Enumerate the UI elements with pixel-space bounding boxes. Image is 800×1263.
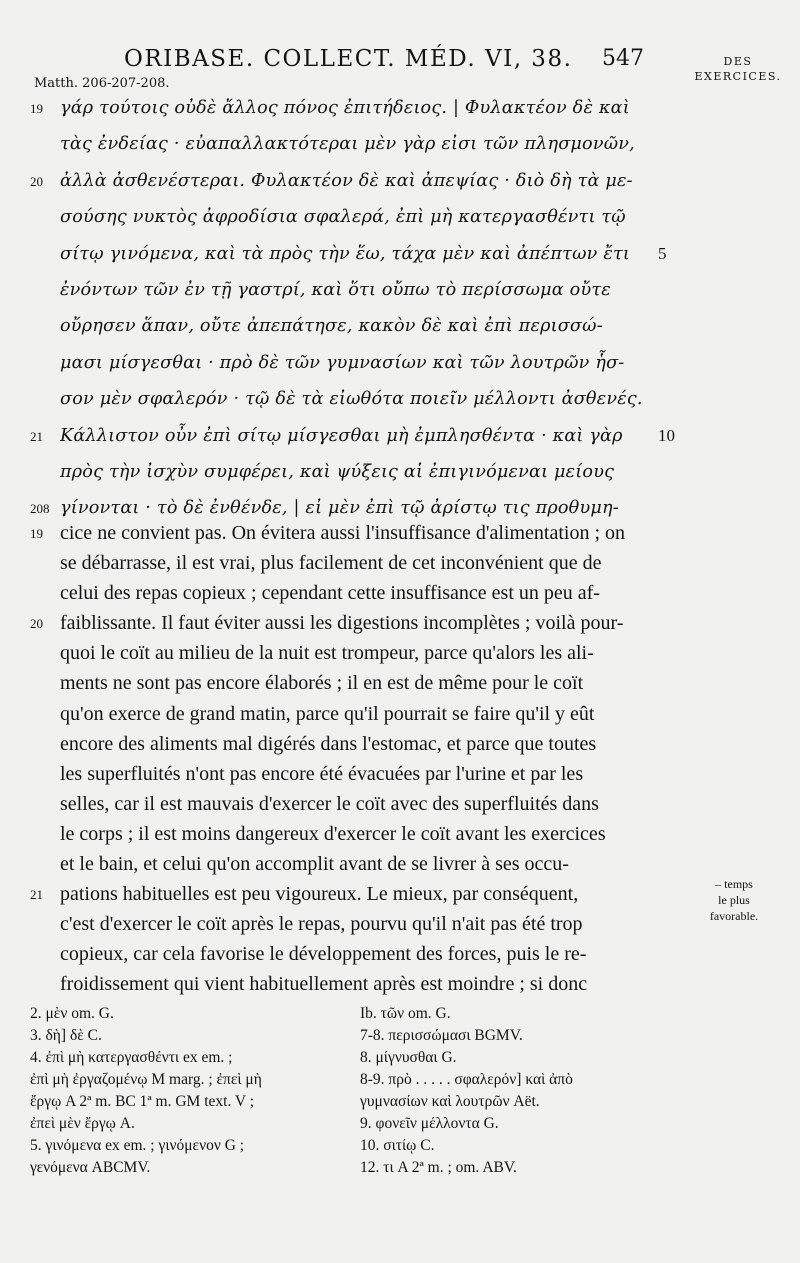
- greek-line: σούσης νυκτὸς ἀφροδίσια σφαλερά, ἐπὶ μὴ κατεργασθέντι τῷ: [60, 207, 626, 228]
- apparatus-note: 7-8. περισσώμασι BGMV.: [360, 1027, 523, 1044]
- french-line: le corps ; il est moins dangereux d'exercer le coït avant les exercices: [60, 822, 606, 845]
- apparatus-note: γυμνασίων καὶ λουτρῶν Aët.: [360, 1093, 540, 1110]
- french-line: qu'on exerce de grand matin, parce qu'il pourrait se faire qu'il y eût: [60, 702, 595, 725]
- marginal-note: [686, 876, 782, 924]
- greek-margin-ref: 21: [30, 428, 43, 444]
- greek-line: οὔρησεν ἅπαν, οὔτε ἀπεπάτησε, κακὸν δὲ καὶ ἐπὶ περισσώ-: [60, 316, 603, 337]
- apparatus-note: Ib. τῶν om. G.: [360, 1005, 451, 1022]
- greek-line: σίτῳ γινόμενα, καὶ τὰ πρὸς τὴν ἕω, τάχα μὲν καὶ ἀπέπτων ἔτι: [60, 243, 631, 264]
- greek-line: τὰς ἐνδείας · εὐαπαλλακτότεραι μὲν γὰρ εἰσι τῶν πλησμονῶν,: [60, 134, 635, 155]
- french-line: cice ne convient pas. On évitera aussi l'insuffisance d'alimentation ; on: [60, 522, 625, 544]
- greek-margin-ref: 19: [30, 101, 43, 116]
- greek-line: Κάλλιστον οὖν ἐπὶ σίτῳ μίσγεσθαι μὴ ἐμπλησθέντα · καὶ γὰρ: [60, 425, 623, 446]
- side-heading-line: EXERCICES.: [694, 70, 782, 83]
- apparatus-note: 3. δὴ] δὲ C.: [30, 1027, 102, 1044]
- french-line: froidissement qui vient habituellement après est moindre ; si donc: [60, 973, 588, 996]
- side-heading: [688, 54, 788, 84]
- french-line: c'est d'exercer le coït après le repas, pourvu qu'il n'ait pas été trop: [60, 913, 583, 936]
- greek-line: σον μὲν σφαλερόν · τῷ δὲ τὰ εἰωθότα ποιεῖν μέλλοντι ἀσθενές.: [60, 389, 643, 410]
- page-header: [110, 46, 650, 80]
- apparatus-note: ἐπὶ μὴ ἐργαζομένῳ M marg. ; ἐπεὶ μὴ: [30, 1071, 262, 1088]
- greek-text-block: [60, 90, 650, 527]
- apparatus-left-column: [30, 1003, 350, 1179]
- marginal-note-line: le plus: [718, 893, 750, 907]
- marginal-note-line: favorable.: [709, 909, 759, 923]
- greek-line: γάρ τούτοις οὐδὲ ἄλλος πόνος ἐπιτήδειος. | Φυλακτέον δὲ καὶ: [60, 98, 630, 118]
- apparatus-note: γενόμενα ABCMV.: [30, 1159, 151, 1176]
- page-number: 547: [602, 46, 644, 71]
- side-heading-line: DES: [723, 55, 753, 68]
- french-margin-ref: 21: [30, 887, 43, 903]
- apparatus-note: 9. φονεῖν μέλλοντα G.: [360, 1115, 499, 1132]
- apparatus-note: 2. μὲν om. G.: [30, 1005, 114, 1022]
- french-line: et le bain, et celui qu'on accomplit avant de se livrer à ses occu-: [60, 853, 569, 876]
- french-translation-block: [60, 518, 650, 1000]
- apparatus-note: 4. ἐπὶ μὴ κατεργασθέντι ex em. ;: [30, 1049, 233, 1066]
- french-margin-ref: 20: [30, 616, 43, 632]
- french-line: encore des aliments mal digérés dans l'estomac, et parce que toutes: [60, 732, 597, 755]
- greek-margin-ref: 208: [30, 501, 50, 517]
- apparatus-note: 5. γινόμενα ex em. ; γινόμενον G ;: [30, 1137, 245, 1154]
- apparatus-note: 8. μίγνυσθαι G.: [360, 1049, 457, 1066]
- french-line: quoi le coït au milieu de la nuit est trompeur, parce qu'alors les ali-: [60, 642, 594, 665]
- greek-line: μασι μίσγεσθαι · πρὸ δὲ τῶν γυμνασίων καὶ τῶν λουτρῶν ἧσ-: [60, 352, 625, 373]
- french-line: copieux, car cela favorise le développement des forces, puis le re-: [60, 943, 587, 966]
- apparatus-note: 10. σιτίῳ C.: [360, 1137, 435, 1154]
- french-line: celui des repas copieux ; cependant cette insuffisance est un peu af-: [60, 582, 600, 605]
- french-line: selles, car il est mauvais d'exercer le coït avec des superfluités dans: [60, 792, 599, 815]
- french-line: les superfluités n'ont pas encore été évacuées par l'urine et par les: [60, 762, 584, 785]
- apparatus-note: 8-9. πρὸ . . . . . σφαλερόν] καὶ ἀπὸ: [360, 1071, 573, 1088]
- french-line: pations habituelles est peu vigoureux. Le mieux, par conséquent,: [60, 883, 579, 906]
- french-line: faiblissante. Il faut éviter aussi les digestions incomplètes ; voilà pour-: [60, 612, 624, 635]
- greek-margin-ref: 20: [30, 173, 43, 189]
- french-margin-ref: 19: [30, 526, 43, 541]
- marginal-note-line: – temps: [715, 877, 753, 891]
- greek-line: πρὸς τὴν ἰσχὺν συμφέρει, καὶ ψύξεις αἱ ἐπιγινόμεναι μείους: [60, 461, 615, 482]
- line-number: 10: [658, 425, 675, 445]
- apparatus-note: 12. τι A 2ª m. ; om. ABV.: [360, 1159, 517, 1176]
- matthaei-page-reference: Matth. 206-207-208.: [34, 76, 170, 91]
- greek-line: γίνονται · τὸ δὲ ἐνθένδε, | εἰ μὲν ἐπὶ τῷ ἀρίστῳ τις προθυμη-: [60, 498, 619, 519]
- french-line: se débarrasse, il est vrai, plus facilement de cet inconvénient que de: [60, 552, 602, 575]
- line-number: 5: [658, 243, 667, 263]
- apparatus-right-column: [360, 1003, 680, 1179]
- greek-line: ἀλλὰ ἀσθενέστεραι. Φυλακτέον δὲ καὶ ἀπεψίας · διὸ δὴ τὰ με-: [60, 170, 633, 191]
- apparatus-note: ἔργῳ A 2ª m. BC 1ª m. GM text. V ;: [30, 1093, 255, 1110]
- apparatus-note: ἐπεὶ μὲν ἔργῳ A.: [30, 1115, 135, 1132]
- french-line: ments ne sont pas encore élaborés ; il en est de même pour le coït: [60, 672, 584, 695]
- greek-line: ἐνόντων τῶν ἐν τῇ γαστρί, καὶ ὅτι οὔπω τὸ περίσσωμα οὔτε: [60, 279, 611, 300]
- running-title: ORIBASE. COLLECT. MÉD. VI, 38.: [124, 46, 573, 72]
